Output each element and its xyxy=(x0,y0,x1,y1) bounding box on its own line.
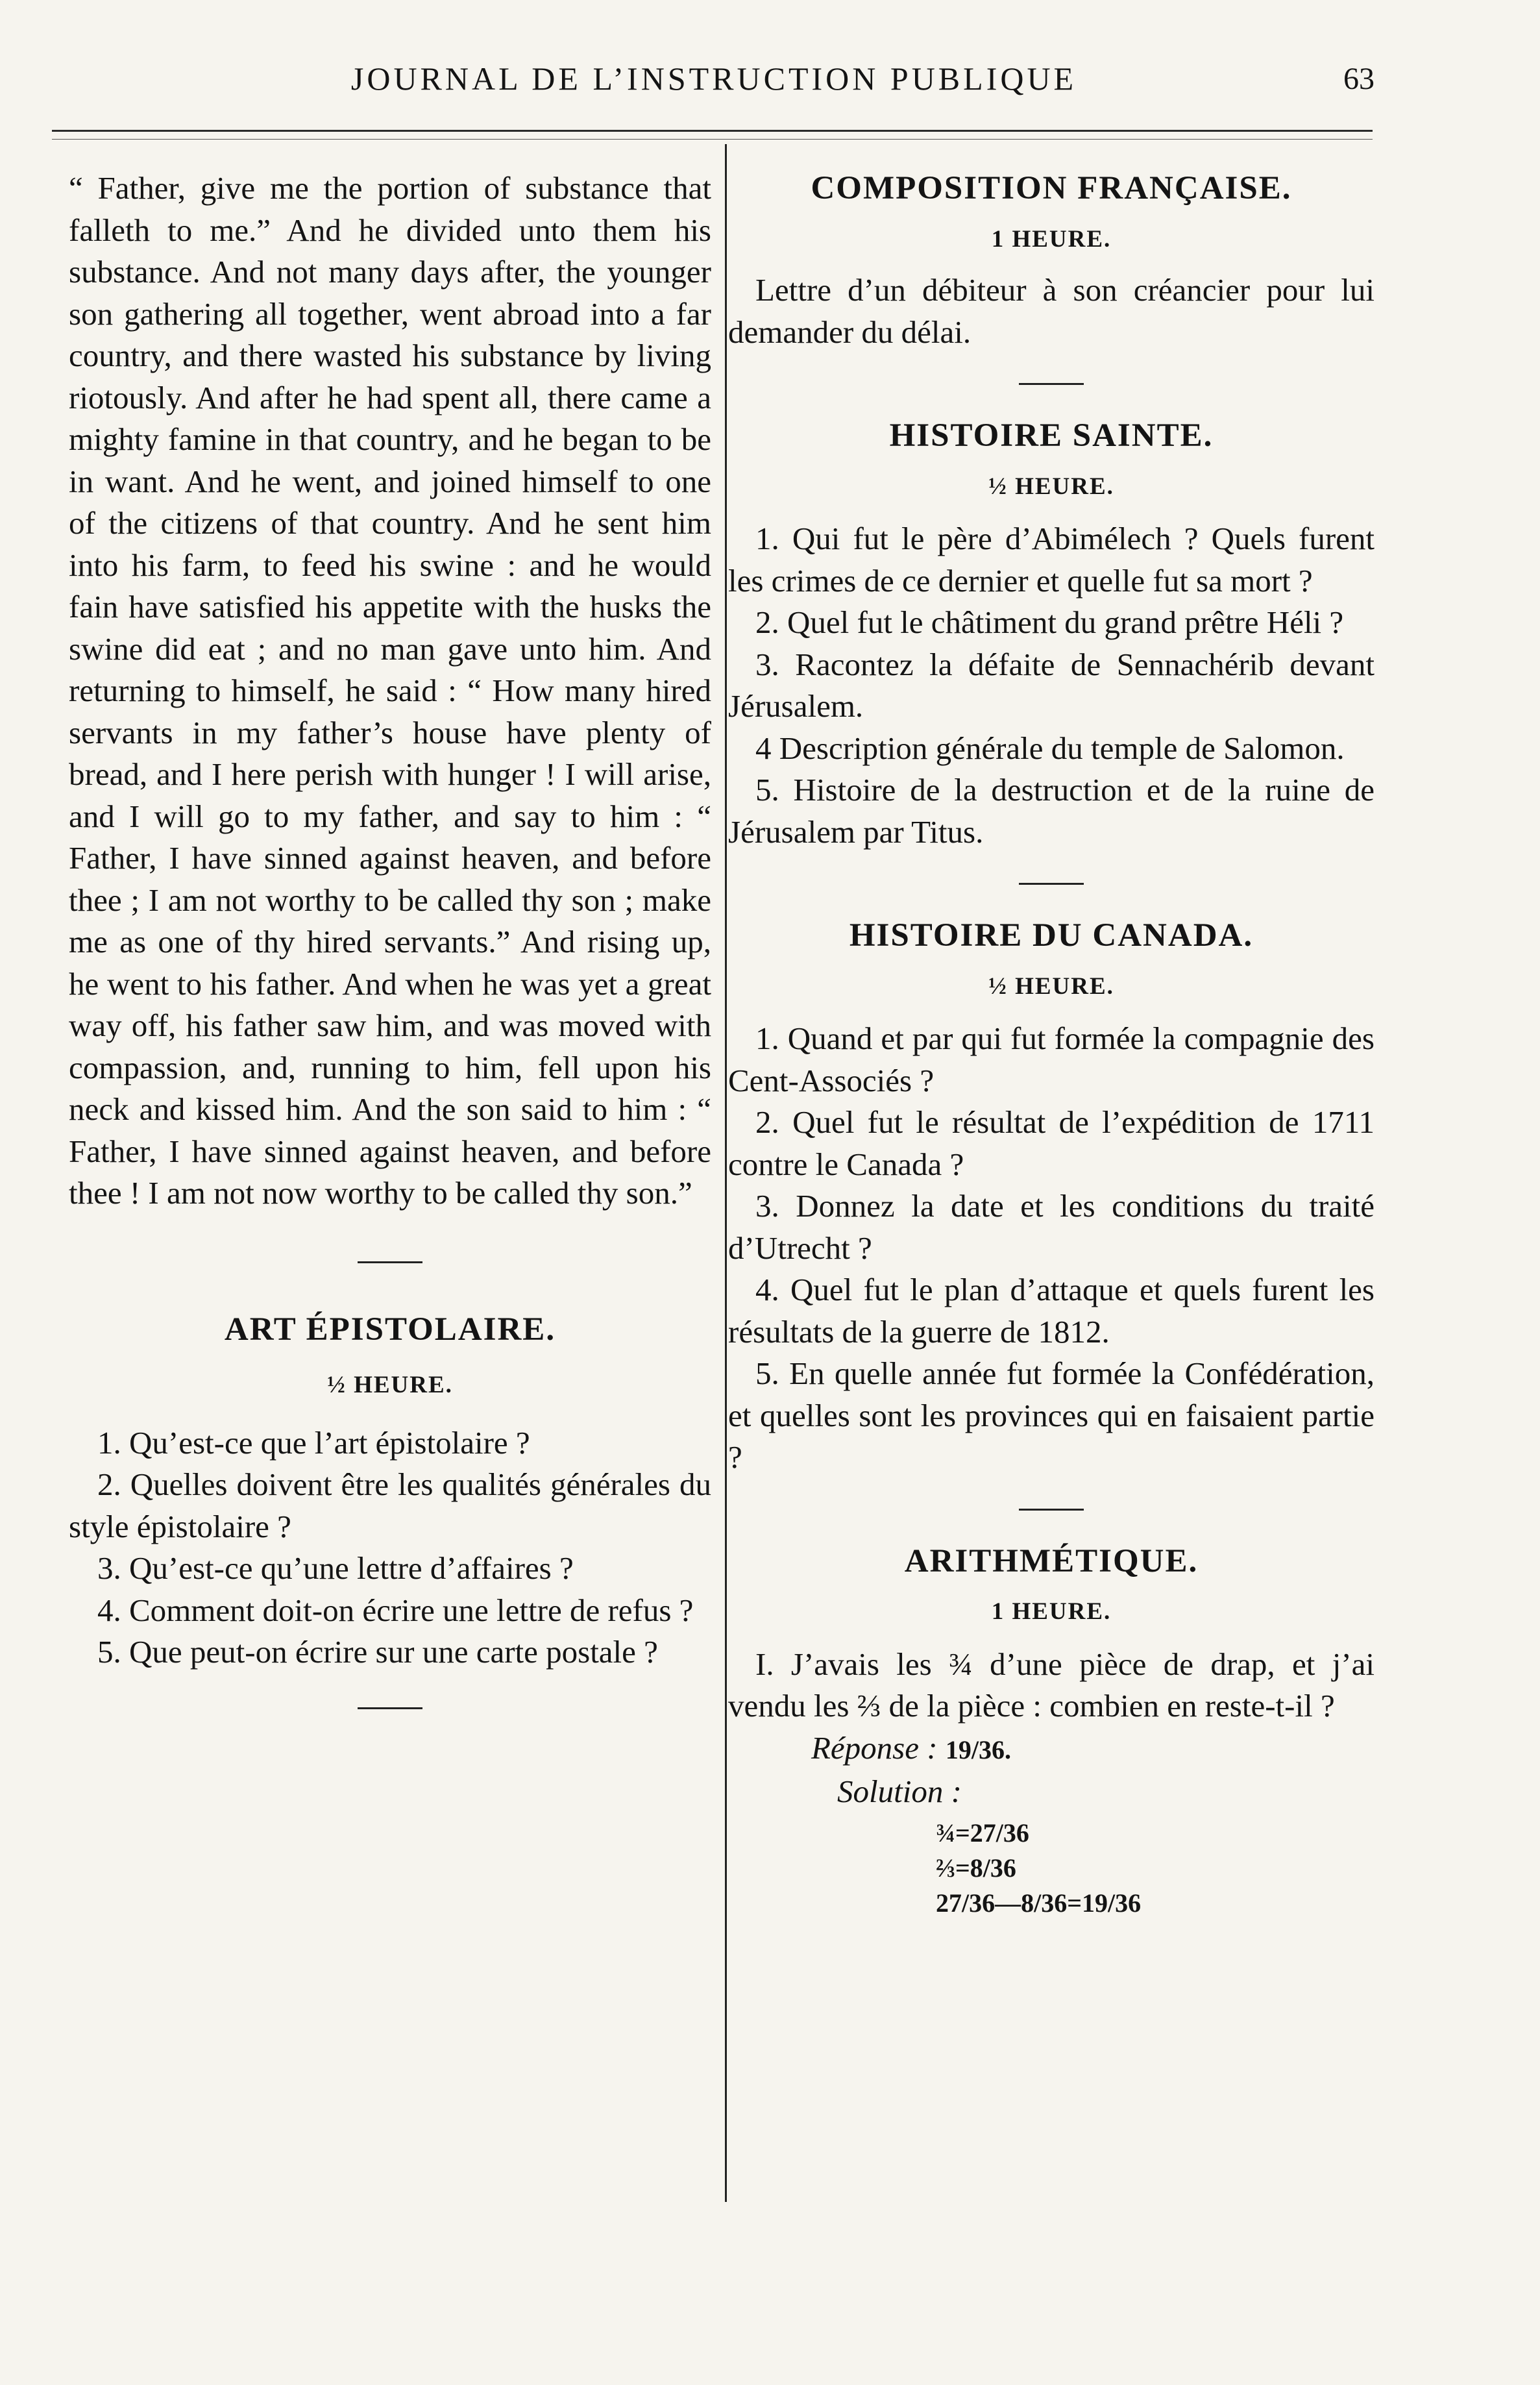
section-title-composition: COMPOSITION FRANÇAISE. xyxy=(811,170,1292,206)
question-art-1: 1. Qu’est-ce que l’art épistolaire ? xyxy=(97,1424,530,1461)
question-canada-5: 5. En quelle année fut formée la Confédération, et quelles sont les provinces qui en faisaient partie ? xyxy=(728,1355,1375,1475)
question-sainte-2: 2. Quel fut le châtiment du grand prêtre Héli ? xyxy=(755,604,1344,640)
question-art-4: 4. Comment doit-on écrire une lettre de refus ? xyxy=(97,1592,694,1628)
header-rule xyxy=(52,130,1373,132)
question-art-5: 5. Que peut-on écrire sur une carte postale ? xyxy=(97,1634,658,1670)
question-sainte-1: 1. Qui fut le père d’Abimélech ? Quels furent les crimes de ce dernier et quelle fut sa mort ? xyxy=(728,521,1375,599)
question-canada-4: 4. Quel fut le plan d’attaque et quels furent les résultats de la guerre de 1812. xyxy=(728,1272,1375,1350)
duration-art-epistolaire: ½ HEURE. xyxy=(327,1372,453,1398)
left-column xyxy=(69,167,711,1709)
question-canada-3: 3. Donnez la date et les conditions du traité d’Utrecht ? xyxy=(728,1188,1375,1266)
arithmetic-problem: I. J’avais les ¾ d’une pièce de drap, et j’ai vendu les ⅔ de la pièce : combien en reste-t-il ? xyxy=(728,1646,1375,1724)
solution-step-3: 27/36—8/36=19/36 xyxy=(936,1888,1142,1918)
section-title-histoire-sainte: HISTOIRE SAINTE. xyxy=(889,417,1214,454)
duration-composition: 1 HEURE. xyxy=(991,225,1112,253)
question-sainte-5: 5. Histoire de la destruction et de la ruine de Jérusalem par Titus. xyxy=(728,772,1375,850)
question-art-2: 2. Quelles doivent être les qualités générales du style épistolaire ? xyxy=(69,1466,711,1544)
section-title-art-epistolaire: ART ÉPISTOLAIRE. xyxy=(224,1311,556,1348)
running-header xyxy=(0,60,1540,112)
question-canada-2: 2. Quel fut le résultat de l’expédition de 1711 contre le Canada ? xyxy=(728,1104,1375,1182)
composition-prompt: Lettre d’un débiteur à son créancier pour lui demander du délai. xyxy=(728,272,1375,350)
section-title-histoire-canada: HISTOIRE DU CANADA. xyxy=(849,917,1254,954)
duration-histoire-canada: ½ HEURE. xyxy=(988,972,1114,1000)
answer-value: 19/36. xyxy=(945,1735,1011,1764)
scripture-passage: “ Father, give me the portion of substance that falleth to me.” And he divided unto them his substance. And not many days after, the younger son gathering all together, went abroad into a far country, and there wasted his substance by living riotously. And after he had spent all, there came a mighty famine in that country, and he began to be in want. And he went, and joined himself to one of the citizens of that country. And he sent him into his farm, to feed his swine : and he would fain have satisfied his appetite with the husks the swine did eat ; and no man gave unto him. And returning to himself, he said : “ How many hired servants in my father’s house have plenty of bread, and I here perish with hunger ! I will arise, and I will go to my father, and say to him : “ Father, I have sinned against heaven, and before thee ; I am not worthy to be called thy son ; make me as one of thy hired servants.” And rising up, he went to his father. And when he was yet a great way off, his father saw him, and was moved with compassion, and, running to him, fell upon his neck and kissed him. And the son said to him : “ Father, I have sinned against heaven, and before thee ! I am not now worthy to be called thy son.” xyxy=(69,170,711,1211)
solution-step-1: ¾=27/36 xyxy=(936,1818,1029,1847)
right-column xyxy=(728,167,1375,1921)
question-art-3: 3. Qu’est-ce qu’une lettre d’affaires ? xyxy=(97,1550,574,1586)
answer-label: Réponse : xyxy=(811,1729,938,1766)
question-canada-1: 1. Quand et par qui fut formée la compagnie des Cent-Associés ? xyxy=(728,1020,1375,1098)
journal-title: JOURNAL DE L’INSTRUCTION PUBLIQUE xyxy=(350,60,1077,97)
answer-line xyxy=(728,1727,1375,1772)
duration-histoire-sainte: ½ HEURE. xyxy=(988,473,1114,500)
section-separator-end xyxy=(358,1707,422,1709)
section-title-arithmetique: ARITHMÉTIQUE. xyxy=(904,1542,1199,1579)
duration-arithmetique: 1 HEURE. xyxy=(991,1598,1112,1625)
column-divider xyxy=(725,144,727,2202)
question-sainte-3: 3. Racontez la défaite de Sennachérib devant Jérusalem. xyxy=(728,646,1375,724)
page-number: 63 xyxy=(1343,62,1375,96)
solution-steps xyxy=(728,1816,1375,1921)
solution-label: Solution : xyxy=(837,1773,962,1809)
solution-step-2: ⅔=8/36 xyxy=(936,1853,1016,1883)
question-sainte-4: 4 Description générale du temple de Salomon. xyxy=(755,730,1345,766)
header-rule-thin xyxy=(52,139,1373,140)
